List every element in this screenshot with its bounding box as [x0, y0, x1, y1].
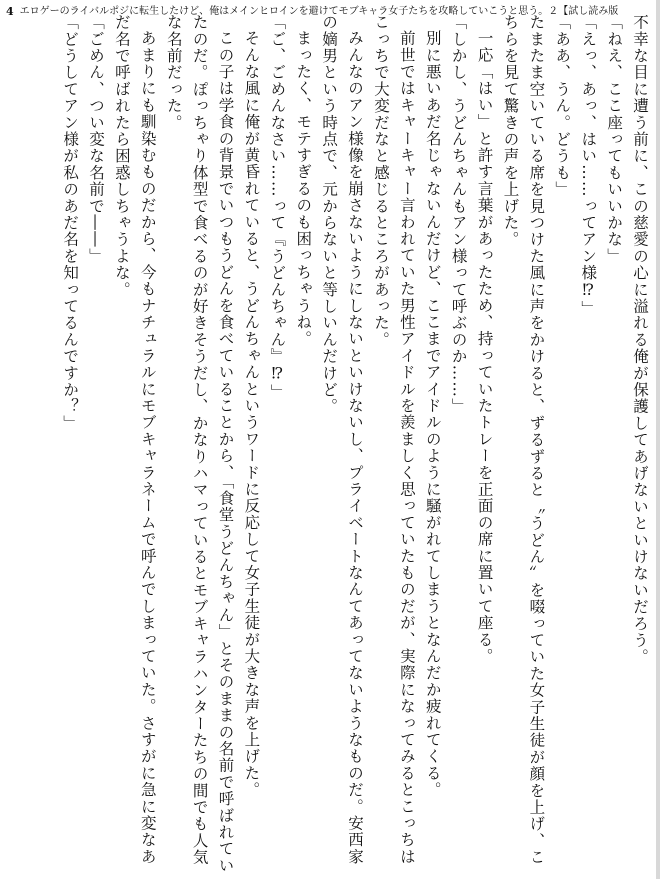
paragraph: あまりにも馴染むものだから、今もナチュラルにモブキャラネームで呼んでしまっていた。さすがに急に変なあだ名で呼ばれたら困惑しちゃうよな。 — [112, 14, 157, 865]
paragraph: たまたま空いている席を見つけた風に声をかけると、ずるずると〝うどん〟を啜っていた女子生徒が顔を上げ、こちらを見て驚きの声を上げた。 — [501, 14, 546, 866]
vertical-text-body — [42, 14, 652, 874]
page-number: 4 — [6, 5, 14, 18]
paragraph: この子は学食の背景でいつもうどんを食べていることから、「食堂うどんちゃん」とそのままの名前で呼ばれていたのだ。ぽっちゃり体型で食べるのが好きそうだし、かなりハマっているとモブキャラハンターたちの間でも人気な名前だった。 — [164, 14, 235, 874]
paragraph: 前世ではキャーキャー言われていた男性アイドルを羨ましく思っていたものだが、実際になってみるとこっちはこっちで大変だなと感じるところがあった。 — [371, 14, 416, 865]
page-edge-scrollbar[interactable] — [656, 0, 660, 879]
paragraph: そんな風に俺が黄昏れていると、うどんちゃんというワードに反応して女子生徒が大きな声を上げた。 — [242, 29, 261, 798]
paragraph: まったく、モテすぎるのも困っちゃうね。 — [294, 29, 313, 347]
paragraph: 「どうしてアン様が私のあだ名を知ってるんですか？」 — [61, 14, 80, 432]
running-title: エロゲーのライバルポジに転生したけど、俺はメインヒロインを避けてモブキャラ女子たちを攻略していこうと思う。２【試し読み版 — [19, 6, 619, 17]
paragraph: 「えっ、あっ、はい……ってアン様⁉」 — [579, 14, 598, 318]
paragraph: 「ああ、うん。どうも」 — [553, 14, 572, 198]
paragraph: 「ご、ごめんなさい……って『うどんちゃん』⁉」 — [268, 14, 287, 401]
paragraph: 不幸な目に遭う前に、この慈愛の心に溢れる俺が保護してあげないといけないだろう。 — [631, 14, 649, 666]
paragraph: 「ごめん、つい変な名前で――」 — [86, 14, 105, 265]
paragraph: 別に悪いあだ名じゃないんだけど、ここまでアイドルのように騒がれてしまうとなんだか疲れてくる。 — [423, 29, 442, 798]
paragraph: 「ねえ、ここ座ってもいいかな」 — [605, 14, 624, 265]
paragraph: 「しかし、うどんちゃんもアン様って呼ぶのか……」 — [449, 14, 468, 415]
paragraph: 一応「はい」と許す言葉があったため、持っていたトレーを正面の席に置いて座る。 — [475, 29, 494, 665]
paragraph: みんなのアン様像を崩さないようにしないといけないし、プライベートなんてあってないようなものだ。安西家の嫡男という時点で、元からないと等しいんだけど。 — [320, 14, 365, 865]
